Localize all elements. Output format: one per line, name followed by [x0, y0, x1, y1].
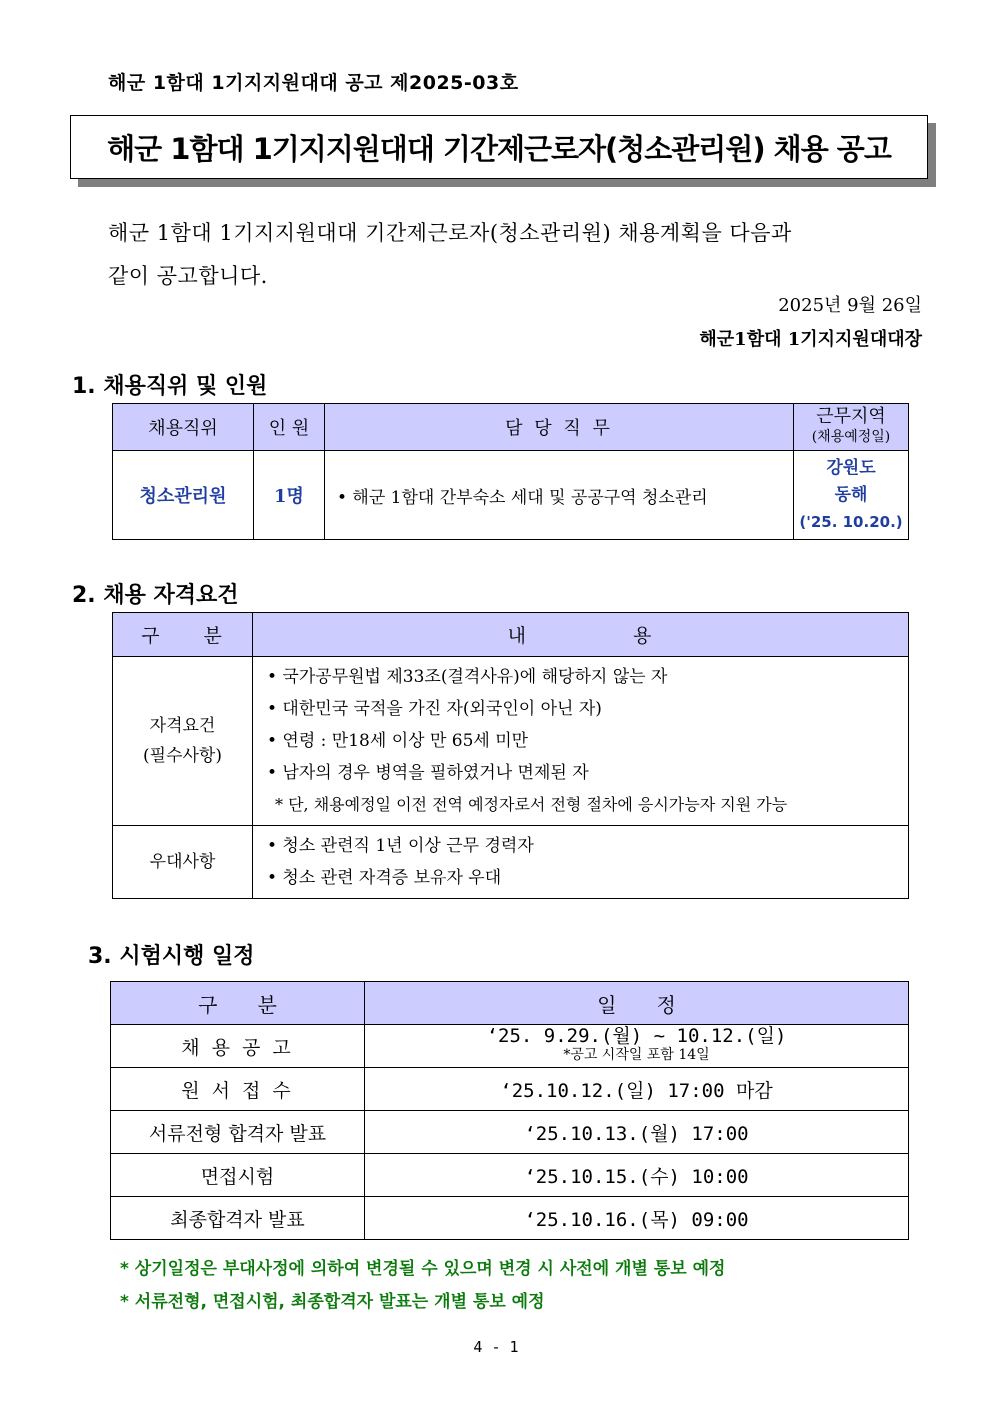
- cell-duty: • 해군 1함대 간부숙소 세대 및 공공구역 청소관리: [325, 451, 794, 540]
- cell-requirements: [253, 657, 909, 826]
- header-category: 구 분: [111, 982, 365, 1025]
- header-content: 내 용: [253, 613, 909, 657]
- signer: 해군1함대 1기지지원대대장: [699, 329, 922, 350]
- preference-item: • 청소 관련 자격증 보유자 우대: [267, 868, 502, 888]
- cell-position: 청소관리원: [113, 451, 254, 540]
- page-title: 해군 1함대 1기지지원대대 기간제근로자(청소관리원) 채용 공고: [107, 131, 891, 166]
- schedule-value: ‘25.10.16.(목) 09:00: [365, 1197, 909, 1240]
- header-location-sub: (채용예정일): [811, 429, 891, 445]
- title-box: [70, 115, 928, 179]
- header-location: [794, 404, 909, 451]
- requirement-item: • 연령 : 만18세 이상 만 65세 미만: [267, 731, 529, 751]
- header-count: 인 원: [254, 404, 325, 451]
- header-schedule: 일 정: [365, 982, 909, 1025]
- schedule-value: ‘25.10.13.(월) 17:00: [365, 1111, 909, 1154]
- location-city: 동해: [834, 484, 868, 505]
- requirement-note: * 단, 채용예정일 이전 전역 예정자로서 전형 절차에 응시가능자 지원 가능: [275, 795, 788, 814]
- header-location-label: 근무지역: [816, 406, 886, 427]
- cell-requirements-category: [113, 657, 253, 826]
- cell-preference-category: 우대사항: [113, 826, 253, 899]
- intro-line: 해군 1함대 1기지지원대대 기간제근로자(청소관리원) 채용계획을 다음과: [108, 221, 792, 245]
- category-label: 자격요건: [149, 716, 216, 736]
- schedule-label: 채 용 공 고: [111, 1025, 365, 1068]
- header-position: 채용직위: [113, 404, 254, 451]
- footnote: * 서류전형, 면접시험, 최종합격자 발표는 개별 통보 예정: [120, 1292, 545, 1312]
- schedule-label: 최종합격자 발표: [111, 1197, 365, 1240]
- section-heading: 3. 시험시행 일정: [88, 944, 255, 969]
- announcement-date: 2025년 9월 26일: [778, 295, 922, 316]
- schedule-table: [110, 981, 909, 1240]
- cell-preferences: [253, 826, 909, 899]
- section-heading: 2. 채용 자격요건: [72, 583, 239, 608]
- requirement-item: • 대한민국 국적을 가진 자(외국인이 아닌 자): [267, 699, 602, 719]
- requirement-item: • 국가공무원법 제33조(결격사유)에 해당하지 않는 자: [267, 667, 668, 687]
- requirement-item: • 남자의 경우 병역을 필하였거나 면제된 자: [267, 763, 589, 783]
- section-heading: 1. 채용직위 및 인원: [72, 374, 268, 399]
- category-sublabel: (필수사항): [143, 746, 222, 766]
- header-category: 구 분: [113, 613, 253, 657]
- schedule-label: 면접시험: [111, 1154, 365, 1197]
- cell-count: 1명: [254, 451, 325, 540]
- location-region: 강원도: [826, 457, 876, 478]
- footnote: * 상기일정은 부대사정에 의하여 변경될 수 있으며 변경 시 사전에 개별 통보 예정: [120, 1259, 726, 1279]
- schedule-label: 서류전형 합격자 발표: [111, 1111, 365, 1154]
- position-table: [112, 403, 909, 540]
- page-number: 4 - 1: [473, 1338, 519, 1356]
- intro-line: 같이 공고합니다.: [108, 264, 268, 288]
- intro-paragraph: [108, 212, 908, 298]
- schedule-value: [365, 1025, 909, 1068]
- schedule-value: ‘25.10.12.(일) 17:00 마감: [365, 1068, 909, 1111]
- cell-location: [794, 451, 909, 540]
- preference-item: • 청소 관련직 1년 이상 근무 경력자: [267, 836, 534, 856]
- header-duty: 담 당 직 무: [325, 404, 794, 451]
- schedule-note: *공고 시작일 포함 14일: [563, 1047, 710, 1063]
- schedule-label: 원 서 접 수: [111, 1068, 365, 1111]
- notice-number: 해군 1함대 1기지지원대대 공고 제2025-03호: [108, 72, 519, 94]
- schedule-date: ‘25. 9.29.(월) ~ 10.12.(일): [486, 1025, 787, 1047]
- start-date: ('25. 10.20.): [799, 512, 903, 531]
- schedule-value: ‘25.10.15.(수) 10:00: [365, 1154, 909, 1197]
- qualification-table: [112, 612, 909, 899]
